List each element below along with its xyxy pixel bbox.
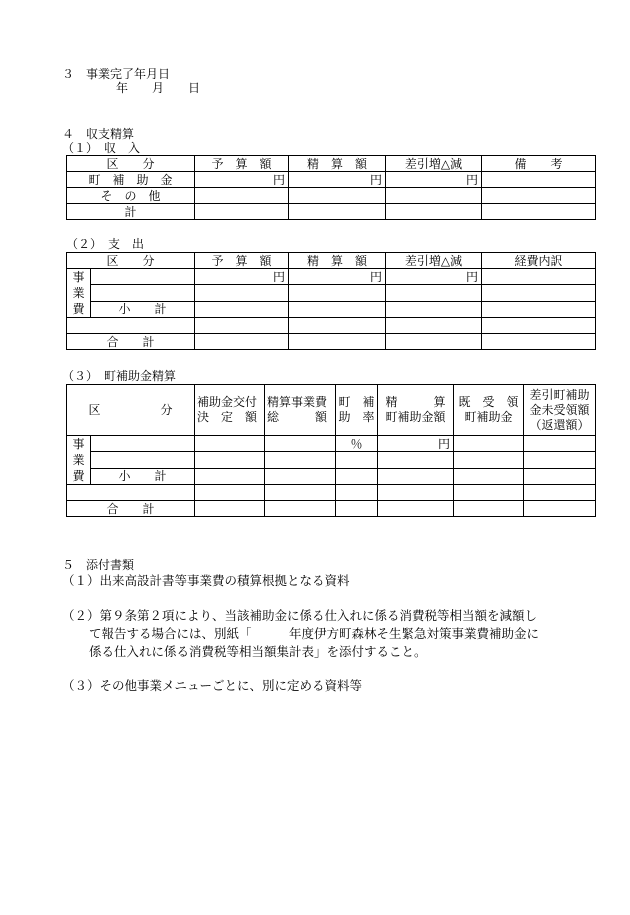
table-row <box>67 452 596 468</box>
header-breakdown: 経費内訳 <box>482 253 596 269</box>
table-row <box>67 436 596 452</box>
table-row <box>67 468 596 484</box>
row-label: 計 <box>67 204 195 220</box>
subsidy-title: （３） 町補助金精算 <box>62 369 177 383</box>
row-label: 町 補 助 金 <box>67 172 195 188</box>
attachment-item-1: （１）出来高設計書等事業費の積算根拠となる資料 <box>62 573 350 588</box>
header-category: 区 分 <box>67 385 195 436</box>
settled-cell: 円 <box>289 172 386 188</box>
header-category: 区 分 <box>67 156 195 172</box>
subtotal-label: 小 計 <box>91 301 195 317</box>
table-row <box>67 318 596 334</box>
attachment-item-2-line3: 係る仕入れに係る消費税等相当額集計表」を添付すること。 <box>89 644 427 659</box>
header-budget: 予 算 額 <box>195 156 289 172</box>
settled-cell: 円 <box>289 269 386 285</box>
diff-cell: 円 <box>386 172 482 188</box>
header-settled: 精 算 額 <box>289 253 386 269</box>
remarks-cell <box>482 172 596 188</box>
table-row <box>67 204 596 220</box>
header-total-cost: 精算事業費 総 額 <box>265 385 336 436</box>
header-diff: 差引増△減 <box>386 253 482 269</box>
attachment-item-3: （３）その他事業メニューごとに、別に定める資料等 <box>62 678 363 693</box>
table-row <box>67 301 596 317</box>
subtotal-label: 小 計 <box>91 468 195 484</box>
budget-cell: 円 <box>195 269 289 285</box>
row-label: そ の 他 <box>67 188 195 204</box>
header-unreceived: 差引町補助 金未受領額 （返還額） <box>524 385 596 436</box>
subsidy-table <box>66 384 596 517</box>
expense-header-row <box>67 253 596 269</box>
budget-cell: 円 <box>195 172 289 188</box>
attachment-item-2-line1: （２）第９条第２項により、当該補助金に係る仕入れに係る消費税等相当額を減額し <box>62 608 538 623</box>
attachment-item-2-line2: て報告する場合には、別紙「 年度伊方町森林そ生緊急対策事業費補助金に <box>89 626 540 641</box>
header-settled: 精 算 額 <box>289 156 386 172</box>
settled-subsidy-cell: 円 <box>378 436 454 452</box>
header-remarks: 備 考 <box>482 156 596 172</box>
table-row <box>67 269 596 285</box>
header-category: 区 分 <box>67 253 195 269</box>
table-row <box>67 501 596 517</box>
table-row <box>67 485 596 501</box>
header-diff: 差引増△減 <box>386 156 482 172</box>
table-row <box>67 172 596 188</box>
completion-date: 年 月 日 <box>116 81 207 95</box>
section4-heading: ４ 収支精算 <box>62 127 135 141</box>
diff-cell: 円 <box>386 269 482 285</box>
business-cost-label: 事業費 <box>67 436 91 485</box>
income-title: （１） 収 入 <box>62 141 141 155</box>
total-label: 合 計 <box>67 501 195 517</box>
table-row <box>67 334 596 350</box>
rate-cell: ％ <box>336 436 378 452</box>
expense-title: （２） 支 出 <box>66 237 145 251</box>
header-budget: 予 算 額 <box>195 253 289 269</box>
table-row <box>67 188 596 204</box>
section3-heading: ３ 事業完了年月日 <box>62 67 171 81</box>
subsidy-header-row <box>67 385 596 436</box>
income-table <box>66 155 596 220</box>
expense-table <box>66 252 596 350</box>
header-decided: 補助金交付 決 定 額 <box>195 385 265 436</box>
total-label: 合 計 <box>67 334 195 350</box>
table-row <box>67 285 596 301</box>
business-cost-label: 事業費 <box>67 269 91 318</box>
header-settled-subsidy: 精 算 町補助金額 <box>378 385 454 436</box>
section5-heading: ５ 添付書類 <box>62 558 135 572</box>
income-header-row <box>67 156 596 172</box>
header-received: 既 受 領 町補助金 <box>454 385 524 436</box>
header-rate: 町 補 助 率 <box>336 385 378 436</box>
